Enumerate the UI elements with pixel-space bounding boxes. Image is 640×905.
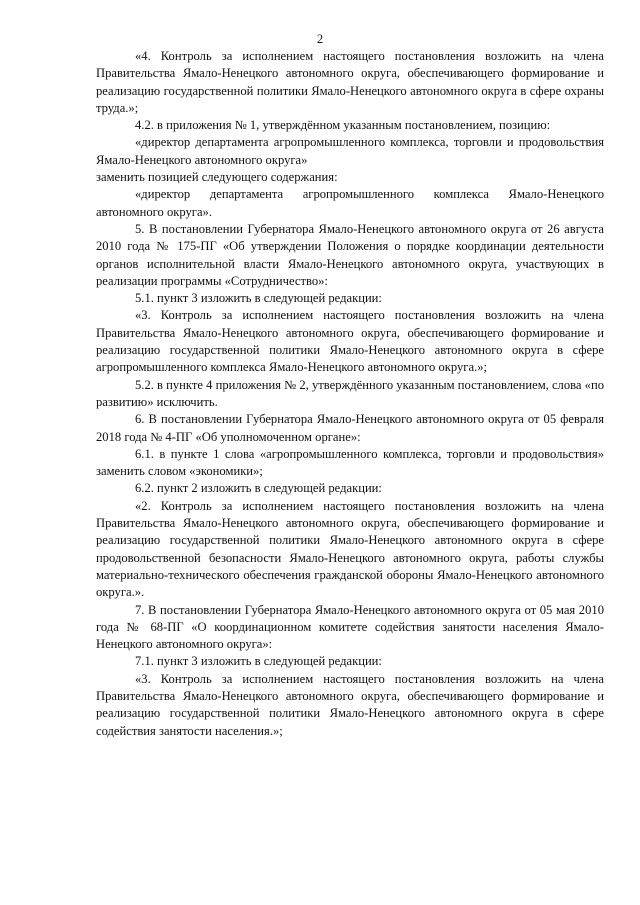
paragraph-6-2: 6.2. пункт 2 изложить в следующей редакции: — [135, 481, 382, 496]
paragraph-replace-with: заменить позицией следующего содержания: — [96, 170, 338, 185]
paragraph-quote-3-agro: «3. Контроль за исполнением настоящего постановления возложить на члена Правительства Ямало-Ненецкого автономного округа, обеспечивающего формирование и реализацию государственной политики Ямало-Ненецкого автономного округа в сфере агропромышленного комплекса Ямало-Ненецкого автономного округа.»; — [96, 308, 604, 375]
paragraph-quote-4-labor-protection: «4. Контроль за исполнением настоящего постановления возложить на члена Правительства Ямало-Ненецкого автономного округа, обеспечивающего формирование и реализацию государственной политики Ямало-Ненецкого автономного округа в сфере охраны труда.»; — [96, 49, 604, 115]
document-body — [96, 48, 604, 740]
paragraph-old-position: «директор департамента агропромышленного комплекса, торговли и продовольствия Ямало-Ненецкого автономного округа» — [96, 135, 604, 167]
paragraph-7-1: 7.1. пункт 3 изложить в следующей редакции: — [135, 654, 382, 669]
paragraph-quote-3-employment: «3. Контроль за исполнением настоящего постановления возложить на члена Правительства Ямало-Ненецкого автономного округа, обеспечивающего формирование и реализацию государственной политики Ямало-Ненецкого автономного округа в сфере содействия занятости населения.»; — [96, 671, 604, 738]
paragraph-4-2: 4.2. в приложения № 1, утверждённом указанным постановлением, позицию: — [135, 118, 551, 133]
paragraph-6: 6. В постановлении Губернатора Ямало-Ненецкого автономного округа от 05 февраля 2018 года № 4-ПГ «Об уполномоченном органе»: — [96, 412, 604, 444]
paragraph-new-position: «директор департамента агропромышленного комплекса Ямало-Ненецкого автономного округа». — [96, 187, 604, 219]
paragraph-6-1: 6.1. в пункте 1 слова «агропромышленного комплекса, торговли и продовольствия» заменить словом «экономики»; — [96, 446, 604, 479]
page-number: 2 — [316, 32, 324, 46]
paragraph-7: 7. В постановлении Губернатора Ямало-Ненецкого автономного округа от 05 мая 2010 года № 68-ПГ «О координационном комитете содействия занятости населения Ямало-Ненецкого автономного округа»: — [96, 602, 604, 652]
paragraph-5: 5. В постановлении Губернатора Ямало-Ненецкого автономного округа от 26 августа 2010 года № 175-ПГ «Об утверждении Положения о порядке координации деятельности органов исполнительной власти Ямало-Ненецкого автономного округа, участвующих в реализации программы «Сотрудничество»: — [96, 221, 604, 288]
paragraph-5-2: 5.2. в пункте 4 приложения № 2, утверждённого указанным постановлением, слова «по развитию» исключить. — [96, 377, 604, 409]
paragraph-quote-2-food-security: «2. Контроль за исполнением настоящего постановления возложить на члена Правительства Ямало-Ненецкого автономного округа, обеспечивающего формирование и реализацию государственной политики Ямало-Ненецкого автономного округа в сфере продовольственной безопасности Ямало-Ненецкого автономного округа, работы службы материально-технического обеспечения гражданской обороны Ямало-Ненецкого автономного округа.». — [96, 498, 604, 600]
paragraph-5-1: 5.1. пункт 3 изложить в следующей редакции: — [135, 291, 382, 306]
